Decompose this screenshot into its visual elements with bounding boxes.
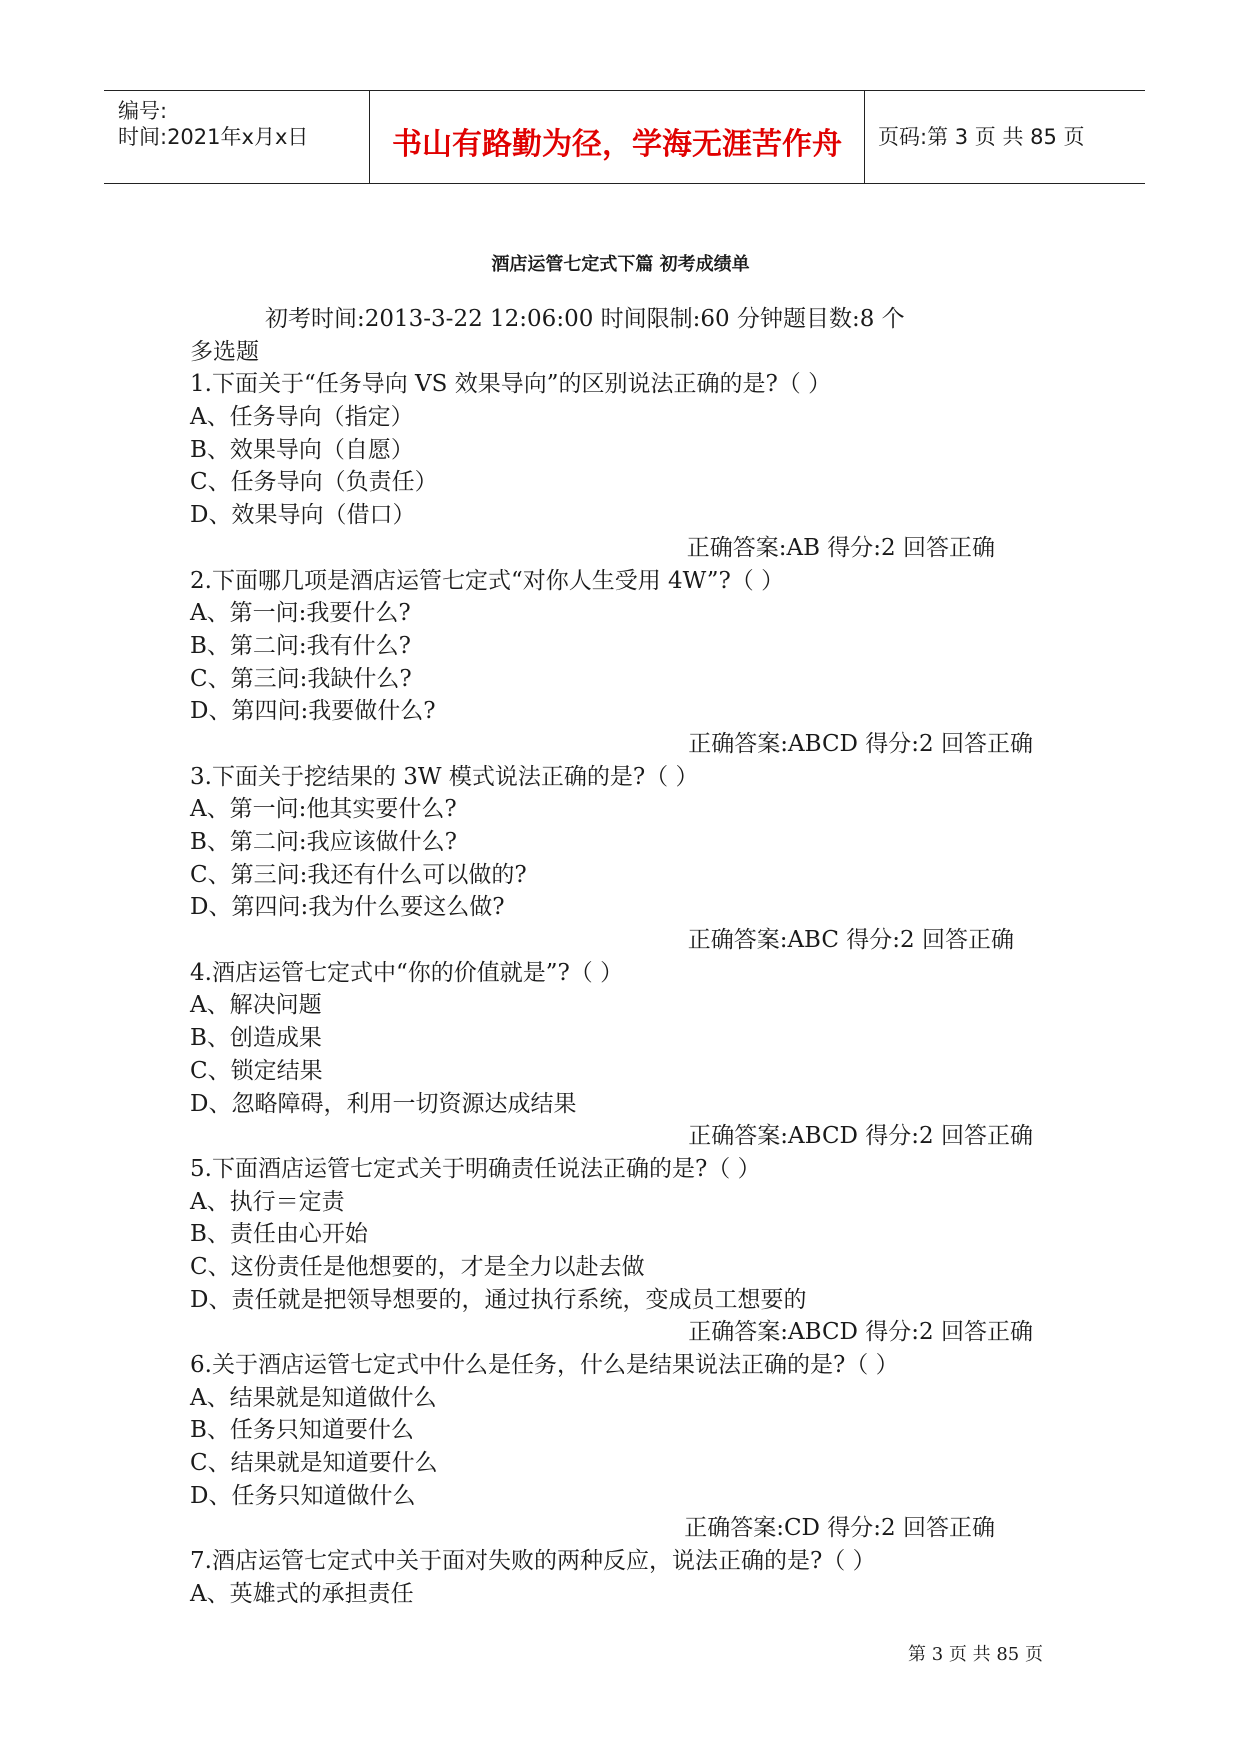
option: A、执行＝定责 <box>190 1188 345 1215</box>
option: A、解决问题 <box>190 992 322 1019</box>
question-text: 2.下面哪几项是酒店运管七定式“对你人生受用 4W”?（ ） <box>190 567 785 594</box>
option: D、效果导向（借口） <box>190 502 416 529</box>
exam-info: 初考时间:2013-3-22 12:06:00 时间限制:60 分钟题目数:8 个 <box>265 306 905 332</box>
option: C、任务导向（负责任） <box>190 469 438 496</box>
option: D、任务只知道做什么 <box>190 1482 416 1509</box>
question-4 <box>190 957 1110 1153</box>
answer-result: 正确答案:CD 得分:2 回答正确 <box>684 1515 995 1542</box>
option: A、第一问:他其实要什么? <box>190 796 457 823</box>
option: B、创造成果 <box>190 1025 322 1052</box>
option: B、第二问:我有什么? <box>190 632 411 659</box>
answer-result: 正确答案:ABCD 得分:2 回答正确 <box>688 1319 1033 1346</box>
section-heading: 多选题 <box>190 338 259 365</box>
question-text: 4.酒店运管七定式中“你的价值就是”?（ ） <box>190 959 624 986</box>
answer-result: 正确答案:AB 得分:2 回答正确 <box>686 534 995 561</box>
document-body <box>190 303 1110 1611</box>
question-5 <box>190 1153 1110 1349</box>
option: C、第三问:我缺什么? <box>190 665 412 692</box>
option: D、第四问:我要做什么? <box>190 698 436 725</box>
question-3 <box>190 761 1110 957</box>
question-1 <box>190 368 1110 564</box>
option: C、锁定结果 <box>190 1057 323 1084</box>
question-6 <box>190 1349 1110 1545</box>
header-middle-cell <box>370 91 865 183</box>
option: D、第四问:我为什么要这么做? <box>190 894 505 921</box>
option: B、责任由心开始 <box>190 1221 368 1248</box>
question-text: 5.下面酒店运管七定式关于明确责任说法正确的是?（ ） <box>190 1155 761 1182</box>
answer-result: 正确答案:ABCD 得分:2 回答正确 <box>688 1123 1033 1150</box>
header-page-number: 页码:第 3 页 共 85 页 <box>878 125 1085 149</box>
option: B、效果导向（自愿） <box>190 436 414 463</box>
header-right-cell <box>866 91 1145 183</box>
page-footer: 第 3 页 共 85 页 <box>908 1644 1043 1665</box>
option: B、第二问:我应该做什么? <box>190 829 457 855</box>
answer-result: 正确答案:ABCD 得分:2 回答正确 <box>688 730 1033 757</box>
option: A、英雄式的承担责任 <box>190 1580 414 1607</box>
option: C、这份责任是他想要的，才是全力以赴去做 <box>190 1253 645 1280</box>
question-text: 6.关于酒店运管七定式中什么是任务，什么是结果说法正确的是?（ ） <box>190 1352 899 1378</box>
option: D、责任就是把领导想要的，通过执行系统，变成员工想要的 <box>190 1286 807 1313</box>
option: B、任务只知道要什么 <box>190 1417 414 1444</box>
option: A、结果就是知道做什么 <box>190 1384 437 1411</box>
question-2 <box>190 565 1110 761</box>
question-text: 7.酒店运管七定式中关于面对失败的两种反应，说法正确的是?（ ） <box>190 1548 876 1575</box>
option: A、任务导向（指定） <box>190 404 414 431</box>
document-title: 酒店运管七定式下篇 初考成绩单 <box>491 254 750 275</box>
option: C、结果就是知道要什么 <box>190 1450 438 1477</box>
option: C、第三问:我还有什么可以做的? <box>190 861 527 888</box>
header-left-cell <box>104 91 370 183</box>
question-7 <box>190 1545 1110 1610</box>
serial-label: 编号: <box>118 99 168 123</box>
question-text: 3.下面关于挖结果的 3W 模式说法正确的是?（ ） <box>190 763 699 790</box>
option: D、忽略障碍，利用一切资源达成结果 <box>190 1090 577 1117</box>
page-header <box>104 90 1145 184</box>
answer-result: 正确答案:ABC 得分:2 回答正确 <box>687 927 1014 954</box>
motto: 书山有路勤为径，学海无涯苦作舟 <box>392 127 842 162</box>
option: A、第一问:我要什么? <box>190 600 411 627</box>
question-text: 1.下面关于“任务导向 VS 效果导向”的区别说法正确的是?（ ） <box>190 371 832 398</box>
time-label: 时间:2021年x月x日 <box>118 125 309 149</box>
